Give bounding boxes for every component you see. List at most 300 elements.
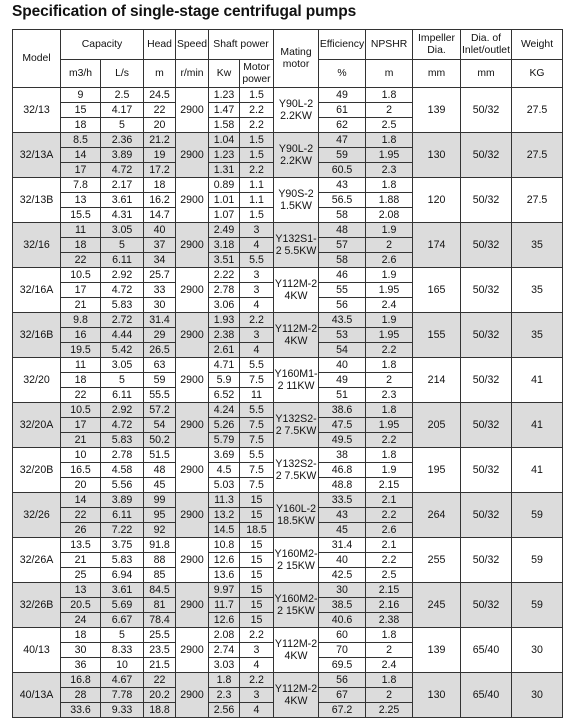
motor-power-cell: 1.5	[240, 88, 274, 103]
inlet-outlet-cell: 50/32	[461, 538, 512, 583]
npshr-cell: 2.2	[366, 508, 413, 523]
motor-power-cell: 5.5	[240, 253, 274, 268]
npshr-cell: 2.4	[366, 298, 413, 313]
impeller-cell: 139	[413, 628, 461, 673]
table-row	[13, 403, 563, 418]
weight-cell: 41	[512, 448, 563, 493]
impeller-cell: 120	[413, 178, 461, 223]
speed-cell: 2900	[176, 358, 209, 403]
model-cell: 32/26A	[13, 538, 61, 583]
efficiency-cell: 43.5	[319, 313, 366, 328]
header-impeller: Impeller Dia.	[413, 30, 461, 60]
head-cell: 63	[144, 358, 176, 373]
shaft-kw-cell: 5.03	[209, 478, 240, 493]
shaft-kw-cell: 6.52	[209, 388, 240, 403]
head-cell: 23.5	[144, 643, 176, 658]
capacity-m3h-cell: 30	[61, 643, 101, 658]
weight-cell: 27.5	[512, 133, 563, 178]
efficiency-cell: 60.5	[319, 163, 366, 178]
mating-motor-cell: Y160M2-2 15KW	[274, 538, 319, 583]
capacity-m3h-cell: 18	[61, 373, 101, 388]
npshr-cell: 2.4	[366, 658, 413, 673]
efficiency-cell: 42.5	[319, 568, 366, 583]
head-cell: 50.2	[144, 433, 176, 448]
capacity-ls-cell: 5	[101, 118, 144, 133]
motor-power-cell: 7.5	[240, 373, 274, 388]
capacity-m3h-cell: 7.8	[61, 178, 101, 193]
shaft-kw-cell: 13.6	[209, 568, 240, 583]
model-cell: 32/20B	[13, 448, 61, 493]
capacity-m3h-cell: 20	[61, 478, 101, 493]
table-row	[13, 538, 563, 553]
motor-power-cell: 2.2	[240, 118, 274, 133]
head-cell: 22	[144, 103, 176, 118]
capacity-ls-cell: 5.69	[101, 598, 144, 613]
efficiency-cell: 30	[319, 583, 366, 598]
motor-power-cell: 4	[240, 298, 274, 313]
npshr-cell: 1.8	[366, 88, 413, 103]
page-title: Specification of single-stage centrifugal pumps	[12, 3, 357, 20]
capacity-m3h-cell: 17	[61, 418, 101, 433]
capacity-m3h-cell: 21	[61, 298, 101, 313]
npshr-cell: 2.3	[366, 388, 413, 403]
capacity-m3h-cell: 19.5	[61, 343, 101, 358]
capacity-ls-cell: 2.17	[101, 178, 144, 193]
mating-motor-cell: Y90S-2 1.5KW	[274, 178, 319, 223]
motor-power-cell: 15	[240, 493, 274, 508]
capacity-ls-cell: 4.31	[101, 208, 144, 223]
shaft-kw-cell: 3.51	[209, 253, 240, 268]
motor-power-cell: 3	[240, 223, 274, 238]
efficiency-cell: 43	[319, 508, 366, 523]
motor-power-cell: 11	[240, 388, 274, 403]
npshr-cell: 2	[366, 643, 413, 658]
shaft-kw-cell: 5.9	[209, 373, 240, 388]
mating-motor-cell: Y112M-2 4KW	[274, 313, 319, 358]
motor-power-cell: 2.2	[240, 313, 274, 328]
speed-cell: 2900	[176, 178, 209, 223]
unit-rmin: r/min	[176, 60, 209, 88]
capacity-ls-cell: 3.89	[101, 493, 144, 508]
efficiency-cell: 51	[319, 388, 366, 403]
motor-power-cell: 1.1	[240, 178, 274, 193]
model-cell: 40/13A	[13, 673, 61, 718]
efficiency-cell: 58	[319, 253, 366, 268]
head-cell: 95	[144, 508, 176, 523]
capacity-m3h-cell: 11	[61, 358, 101, 373]
weight-cell: 27.5	[512, 88, 563, 133]
head-cell: 40	[144, 223, 176, 238]
weight-cell: 59	[512, 583, 563, 628]
inlet-outlet-cell: 50/32	[461, 403, 512, 448]
efficiency-cell: 49	[319, 373, 366, 388]
table-row	[13, 268, 563, 283]
efficiency-cell: 40.6	[319, 613, 366, 628]
npshr-cell: 2.2	[366, 553, 413, 568]
capacity-m3h-cell: 24	[61, 613, 101, 628]
motor-power-cell: 4	[240, 703, 274, 718]
shaft-kw-cell: 11.3	[209, 493, 240, 508]
head-cell: 45	[144, 478, 176, 493]
head-cell: 25.7	[144, 268, 176, 283]
efficiency-cell: 48.8	[319, 478, 366, 493]
capacity-ls-cell: 2.92	[101, 268, 144, 283]
efficiency-cell: 40	[319, 358, 366, 373]
capacity-m3h-cell: 18	[61, 238, 101, 253]
capacity-ls-cell: 10	[101, 658, 144, 673]
capacity-m3h-cell: 25	[61, 568, 101, 583]
model-cell: 32/26B	[13, 583, 61, 628]
capacity-m3h-cell: 21	[61, 433, 101, 448]
inlet-outlet-cell: 65/40	[461, 628, 512, 673]
impeller-cell: 130	[413, 133, 461, 178]
efficiency-cell: 47	[319, 133, 366, 148]
shaft-kw-cell: 3.18	[209, 238, 240, 253]
capacity-ls-cell: 3.61	[101, 193, 144, 208]
impeller-cell: 139	[413, 88, 461, 133]
head-cell: 21.2	[144, 133, 176, 148]
table-row	[13, 628, 563, 643]
head-cell: 19	[144, 148, 176, 163]
speed-cell: 2900	[176, 88, 209, 133]
efficiency-cell: 43	[319, 178, 366, 193]
shaft-kw-cell: 13.2	[209, 508, 240, 523]
capacity-ls-cell: 4.72	[101, 283, 144, 298]
motor-power-cell: 7.5	[240, 478, 274, 493]
model-cell: 32/26	[13, 493, 61, 538]
motor-power-cell: 3	[240, 268, 274, 283]
capacity-m3h-cell: 17	[61, 283, 101, 298]
npshr-cell: 1.9	[366, 268, 413, 283]
impeller-cell: 214	[413, 358, 461, 403]
head-cell: 37	[144, 238, 176, 253]
inlet-outlet-cell: 50/32	[461, 133, 512, 178]
model-cell: 32/13A	[13, 133, 61, 178]
capacity-m3h-cell: 14	[61, 148, 101, 163]
weight-cell: 30	[512, 628, 563, 673]
npshr-cell: 1.95	[366, 328, 413, 343]
shaft-kw-cell: 1.23	[209, 148, 240, 163]
head-cell: 16.2	[144, 193, 176, 208]
efficiency-cell: 46	[319, 268, 366, 283]
capacity-ls-cell: 7.78	[101, 688, 144, 703]
shaft-kw-cell: 2.78	[209, 283, 240, 298]
npshr-cell: 1.8	[366, 628, 413, 643]
weight-cell: 35	[512, 268, 563, 313]
inlet-outlet-cell: 50/32	[461, 268, 512, 313]
capacity-ls-cell: 5.42	[101, 343, 144, 358]
motor-power-cell: 2.2	[240, 163, 274, 178]
capacity-ls-cell: 2.92	[101, 403, 144, 418]
capacity-ls-cell: 4.17	[101, 103, 144, 118]
model-cell: 32/16	[13, 223, 61, 268]
shaft-kw-cell: 5.26	[209, 418, 240, 433]
head-cell: 20.2	[144, 688, 176, 703]
capacity-ls-cell: 9.33	[101, 703, 144, 718]
efficiency-cell: 53	[319, 328, 366, 343]
capacity-m3h-cell: 20.5	[61, 598, 101, 613]
model-cell: 32/20	[13, 358, 61, 403]
capacity-m3h-cell: 28	[61, 688, 101, 703]
mating-motor-cell: Y160M2-2 15KW	[274, 583, 319, 628]
efficiency-cell: 54	[319, 343, 366, 358]
impeller-cell: 195	[413, 448, 461, 493]
inlet-outlet-cell: 50/32	[461, 88, 512, 133]
capacity-m3h-cell: 18	[61, 628, 101, 643]
efficiency-cell: 38	[319, 448, 366, 463]
mating-motor-cell: Y132S1-2 5.5KW	[274, 223, 319, 268]
head-cell: 26.5	[144, 343, 176, 358]
capacity-m3h-cell: 15	[61, 103, 101, 118]
head-cell: 33	[144, 283, 176, 298]
impeller-cell: 205	[413, 403, 461, 448]
head-cell: 78.4	[144, 613, 176, 628]
npshr-cell: 1.8	[366, 403, 413, 418]
npshr-cell: 2.1	[366, 493, 413, 508]
head-cell: 85	[144, 568, 176, 583]
impeller-cell: 155	[413, 313, 461, 358]
efficiency-cell: 67.2	[319, 703, 366, 718]
efficiency-cell: 69.5	[319, 658, 366, 673]
npshr-cell: 2	[366, 373, 413, 388]
efficiency-cell: 67	[319, 688, 366, 703]
shaft-kw-cell: 14.5	[209, 523, 240, 538]
motor-power-cell: 3	[240, 643, 274, 658]
capacity-m3h-cell: 15.5	[61, 208, 101, 223]
npshr-cell: 1.95	[366, 148, 413, 163]
capacity-ls-cell: 6.94	[101, 568, 144, 583]
shaft-kw-cell: 1.93	[209, 313, 240, 328]
efficiency-cell: 38.6	[319, 403, 366, 418]
weight-cell: 41	[512, 358, 563, 403]
shaft-kw-cell: 4.71	[209, 358, 240, 373]
shaft-kw-cell: 1.47	[209, 103, 240, 118]
efficiency-cell: 40	[319, 553, 366, 568]
shaft-kw-cell: 4.5	[209, 463, 240, 478]
capacity-ls-cell: 4.72	[101, 418, 144, 433]
capacity-m3h-cell: 33.6	[61, 703, 101, 718]
unit-m3h: m3/h	[61, 60, 101, 88]
capacity-m3h-cell: 22	[61, 253, 101, 268]
table-row	[13, 223, 563, 238]
head-cell: 92	[144, 523, 176, 538]
npshr-cell: 1.8	[366, 673, 413, 688]
header-model: Model	[13, 30, 61, 88]
motor-power-cell: 7.5	[240, 418, 274, 433]
speed-cell: 2900	[176, 223, 209, 268]
unit-motor-power: Motor power	[240, 60, 274, 88]
capacity-ls-cell: 5	[101, 373, 144, 388]
head-cell: 17.2	[144, 163, 176, 178]
npshr-cell: 1.8	[366, 178, 413, 193]
weight-cell: 59	[512, 538, 563, 583]
speed-cell: 2900	[176, 313, 209, 358]
npshr-cell: 2.2	[366, 433, 413, 448]
head-cell: 18	[144, 178, 176, 193]
head-cell: 14.7	[144, 208, 176, 223]
capacity-m3h-cell: 26	[61, 523, 101, 538]
weight-cell: 30	[512, 673, 563, 718]
capacity-m3h-cell: 9	[61, 88, 101, 103]
impeller-cell: 130	[413, 673, 461, 718]
shaft-kw-cell: 10.8	[209, 538, 240, 553]
head-cell: 54	[144, 418, 176, 433]
header-head: Head	[144, 30, 176, 60]
capacity-ls-cell: 5.83	[101, 298, 144, 313]
efficiency-cell: 62	[319, 118, 366, 133]
unit-m: m	[144, 60, 176, 88]
mating-motor-cell: Y112M-2 4KW	[274, 628, 319, 673]
npshr-cell: 2.15	[366, 478, 413, 493]
speed-cell: 2900	[176, 403, 209, 448]
efficiency-cell: 49	[319, 88, 366, 103]
table-row	[13, 493, 563, 508]
mating-motor-cell: Y90L-2 2.2KW	[274, 133, 319, 178]
mating-motor-cell: Y160L-2 18.5KW	[274, 493, 319, 538]
npshr-cell: 2.25	[366, 703, 413, 718]
mating-motor-cell: Y112M-2 4KW	[274, 268, 319, 313]
shaft-kw-cell: 1.01	[209, 193, 240, 208]
capacity-m3h-cell: 16	[61, 328, 101, 343]
efficiency-cell: 45	[319, 523, 366, 538]
unit-pct: %	[319, 60, 366, 88]
inlet-outlet-cell: 50/32	[461, 178, 512, 223]
head-cell: 81	[144, 598, 176, 613]
shaft-kw-cell: 3.06	[209, 298, 240, 313]
motor-power-cell: 4	[240, 238, 274, 253]
shaft-kw-cell: 0.89	[209, 178, 240, 193]
npshr-cell: 1.8	[366, 448, 413, 463]
unit-kw: Kw	[209, 60, 240, 88]
table-row	[13, 673, 563, 688]
motor-power-cell: 2.2	[240, 673, 274, 688]
capacity-ls-cell: 4.67	[101, 673, 144, 688]
inlet-outlet-cell: 50/32	[461, 493, 512, 538]
efficiency-cell: 48	[319, 223, 366, 238]
motor-power-cell: 7.5	[240, 433, 274, 448]
capacity-ls-cell: 3.75	[101, 538, 144, 553]
table-row	[13, 133, 563, 148]
head-cell: 51.5	[144, 448, 176, 463]
motor-power-cell: 15	[240, 598, 274, 613]
npshr-cell: 2.38	[366, 613, 413, 628]
npshr-cell: 2.15	[366, 583, 413, 598]
npshr-cell: 2.5	[366, 568, 413, 583]
efficiency-cell: 47.5	[319, 418, 366, 433]
inlet-outlet-cell: 65/40	[461, 673, 512, 718]
efficiency-cell: 61	[319, 103, 366, 118]
head-cell: 34	[144, 253, 176, 268]
capacity-ls-cell: 5.56	[101, 478, 144, 493]
capacity-ls-cell: 7.22	[101, 523, 144, 538]
efficiency-cell: 58	[319, 208, 366, 223]
capacity-m3h-cell: 8.5	[61, 133, 101, 148]
shaft-kw-cell: 1.23	[209, 88, 240, 103]
impeller-cell: 245	[413, 583, 461, 628]
capacity-m3h-cell: 21	[61, 553, 101, 568]
capacity-ls-cell: 3.61	[101, 583, 144, 598]
npshr-cell: 2.3	[366, 163, 413, 178]
npshr-cell: 2.5	[366, 118, 413, 133]
speed-cell: 2900	[176, 673, 209, 718]
capacity-m3h-cell: 17	[61, 163, 101, 178]
table-row	[13, 178, 563, 193]
motor-power-cell: 3	[240, 688, 274, 703]
motor-power-cell: 5.5	[240, 448, 274, 463]
npshr-cell: 2.6	[366, 253, 413, 268]
shaft-kw-cell: 2.61	[209, 343, 240, 358]
inlet-outlet-cell: 50/32	[461, 448, 512, 493]
inlet-outlet-cell: 50/32	[461, 358, 512, 403]
shaft-kw-cell: 2.38	[209, 328, 240, 343]
capacity-ls-cell: 4.44	[101, 328, 144, 343]
speed-cell: 2900	[176, 268, 209, 313]
efficiency-cell: 56	[319, 673, 366, 688]
capacity-ls-cell: 6.11	[101, 388, 144, 403]
unit-npshr-m: m	[366, 60, 413, 88]
efficiency-cell: 46.8	[319, 463, 366, 478]
head-cell: 48	[144, 463, 176, 478]
npshr-cell: 1.95	[366, 418, 413, 433]
unit-kg: KG	[512, 60, 563, 88]
head-cell: 59	[144, 373, 176, 388]
impeller-cell: 264	[413, 493, 461, 538]
header-inlet-outlet: Dia. of Inlet/outlet	[461, 30, 512, 60]
capacity-ls-cell: 2.72	[101, 313, 144, 328]
motor-power-cell: 15	[240, 538, 274, 553]
mating-motor-cell: Y160M1-2 11KW	[274, 358, 319, 403]
motor-power-cell: 1.1	[240, 193, 274, 208]
capacity-m3h-cell: 9.8	[61, 313, 101, 328]
shaft-kw-cell: 5.79	[209, 433, 240, 448]
table-row	[13, 583, 563, 598]
efficiency-cell: 49.5	[319, 433, 366, 448]
header-speed: Speed	[176, 30, 209, 60]
capacity-ls-cell: 5.83	[101, 433, 144, 448]
header-shaft-power: Shaft power	[209, 30, 274, 60]
capacity-ls-cell: 5	[101, 628, 144, 643]
motor-power-cell: 4	[240, 658, 274, 673]
shaft-kw-cell: 9.97	[209, 583, 240, 598]
capacity-m3h-cell: 14	[61, 493, 101, 508]
motor-power-cell: 15	[240, 568, 274, 583]
npshr-cell: 2.2	[366, 343, 413, 358]
capacity-ls-cell: 8.33	[101, 643, 144, 658]
npshr-cell: 1.95	[366, 283, 413, 298]
head-cell: 88	[144, 553, 176, 568]
npshr-cell: 1.9	[366, 313, 413, 328]
capacity-m3h-cell: 36	[61, 658, 101, 673]
head-cell: 99	[144, 493, 176, 508]
capacity-m3h-cell: 10.5	[61, 403, 101, 418]
npshr-cell: 2.1	[366, 538, 413, 553]
capacity-m3h-cell: 18	[61, 118, 101, 133]
shaft-kw-cell: 2.56	[209, 703, 240, 718]
head-cell: 22	[144, 673, 176, 688]
weight-cell: 59	[512, 493, 563, 538]
motor-power-cell: 4	[240, 343, 274, 358]
weight-cell: 35	[512, 313, 563, 358]
capacity-m3h-cell: 13	[61, 583, 101, 598]
npshr-cell: 1.9	[366, 223, 413, 238]
motor-power-cell: 2.2	[240, 103, 274, 118]
inlet-outlet-cell: 50/32	[461, 223, 512, 268]
motor-power-cell: 15	[240, 508, 274, 523]
efficiency-cell: 60	[319, 628, 366, 643]
model-cell: 40/13	[13, 628, 61, 673]
head-cell: 24.5	[144, 88, 176, 103]
model-cell: 32/16A	[13, 268, 61, 313]
